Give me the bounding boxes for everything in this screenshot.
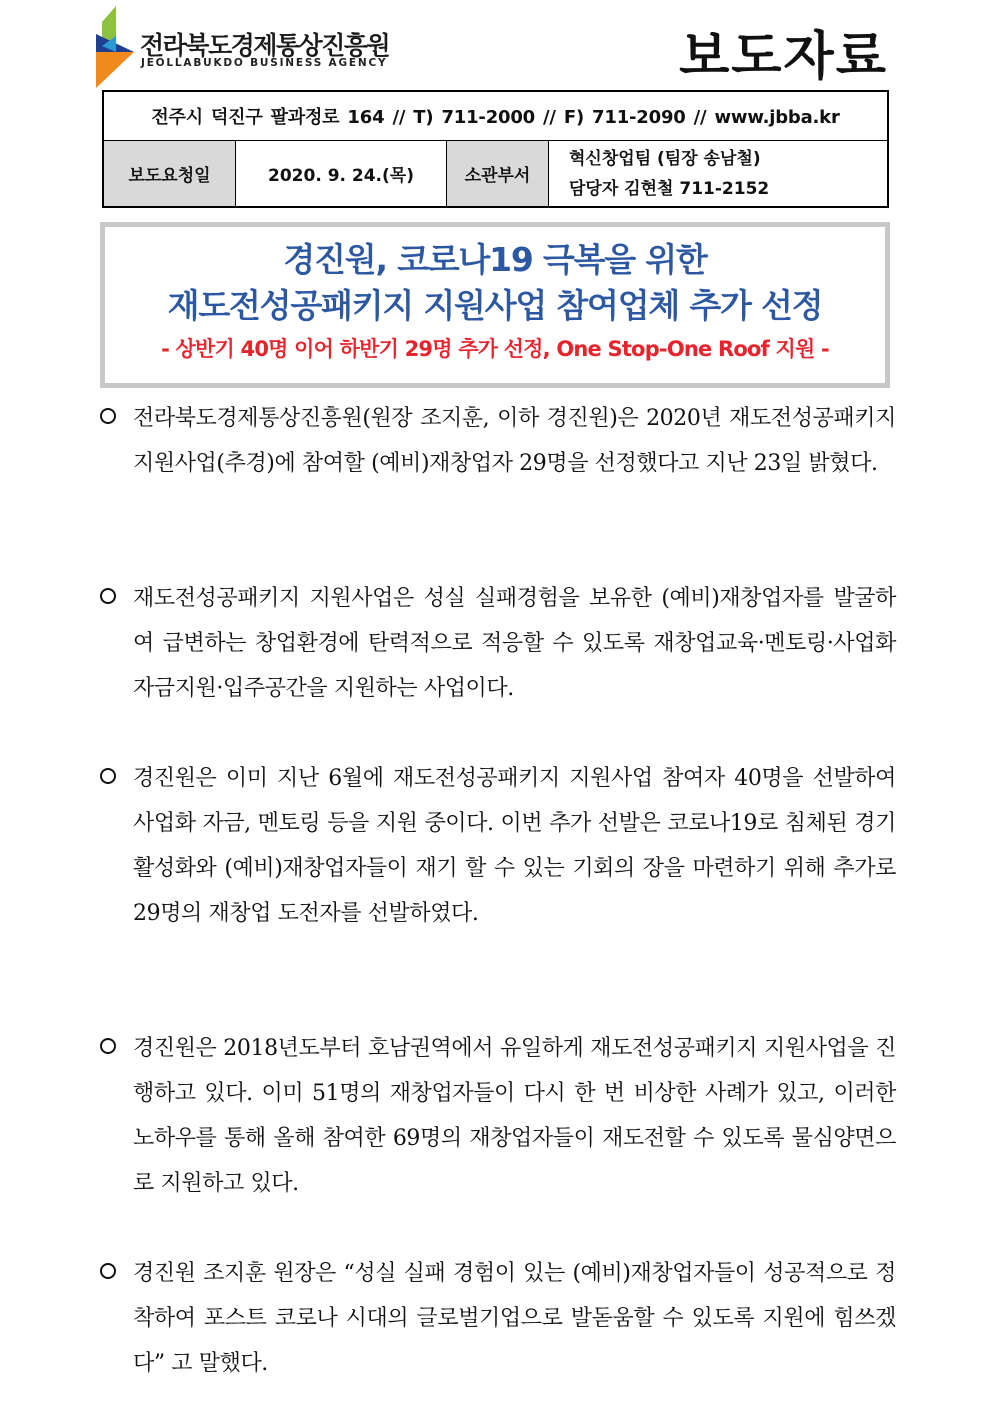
body-paragraph bbox=[100, 396, 896, 486]
body-paragraph bbox=[100, 1251, 896, 1386]
paragraph-text: 전라북도경제통상진흥원(원장 조지훈, 이하 경진원)은 2020년 재도전성공패키지 지원사업(추경)에 참여할 (예비)재창업자 29명을 선정했다고 지난 23일 밝혔다. bbox=[133, 406, 896, 476]
body-paragraph bbox=[100, 1026, 896, 1206]
department-value bbox=[549, 141, 887, 206]
body-paragraph bbox=[100, 576, 896, 711]
org-name-ko: 전라북도경제통상진흥원 bbox=[140, 31, 390, 60]
headline-subtitle: - 상반기 40명 이어 하반기 29명 추가 선정, One Stop-One Roof 지원 - bbox=[161, 337, 829, 361]
org-name-en: JEOLLABUKDO BUSINESS AGENCY bbox=[141, 57, 388, 69]
circle-bullet-icon bbox=[100, 408, 116, 424]
body-paragraph bbox=[100, 756, 896, 936]
request-date-label: 보도요청일 bbox=[104, 141, 236, 206]
circle-bullet-icon bbox=[100, 768, 116, 784]
headline-title-line-2: 재도전성공패키지 지원사업 참여업체 추가 선정 bbox=[167, 286, 823, 325]
circle-bullet-icon bbox=[100, 1038, 116, 1054]
press-info-table bbox=[102, 90, 889, 208]
agency-logo bbox=[94, 6, 394, 90]
circle-bullet-icon bbox=[100, 588, 116, 604]
document-type-heading: 보도자료 bbox=[679, 27, 888, 87]
request-date-value: 2020. 9. 24.(목) bbox=[236, 141, 447, 206]
agency-logo-mark bbox=[94, 6, 140, 90]
department-contact: 담당자 김현철 711-2152 bbox=[569, 178, 770, 199]
paragraph-text: 재도전성공패키지 지원사업은 성실 실패경험을 보유한 (예비)재창업자를 발굴하여 급변하는 창업환경에 탄력적으로 적응할 수 있도록 재창업교육·멘토링·사업화자금지원·입주공간을 지원하는 사업이다. bbox=[133, 586, 896, 701]
paragraph-text: 경진원 조지훈 원장은 “성실 실패 경험이 있는 (예비)재창업자들이 성공적으로 정착하여 포스트 코로나 시대의 글로벌기업으로 발돋움할 수 있도록 지원에 힘쓰겠다” 고 말했다. bbox=[133, 1261, 896, 1376]
circle-bullet-icon bbox=[100, 1263, 116, 1279]
department-team: 혁신창업팀 (팀장 송남철) bbox=[569, 148, 761, 169]
contact-line: 전주시 덕진구 팔과정로 164 // T) 711-2000 // F) 711-2090 // www.jbba.kr bbox=[104, 92, 887, 141]
headline-title-line-1: 경진원, 코로나19 극복을 위한 bbox=[283, 240, 707, 279]
paragraph-text: 경진원은 2018년도부터 호남권역에서 유일하게 재도전성공패키지 지원사업을 진행하고 있다. 이미 51명의 재창업자들이 다시 한 번 비상한 사례가 있고, 이러한 노하우를 통해 올해 참여한 69명의 재창업자들이 재도전할 수 있도록 물심양면으로 지원하고 있다. bbox=[133, 1036, 896, 1196]
department-label: 소관부서 bbox=[447, 141, 549, 206]
paragraph-text: 경진원은 이미 지난 6월에 재도전성공패키지 지원사업 참여자 40명을 선발하여 사업화 자금, 멘토링 등을 지원 중이다. 이번 추가 선발은 코로나19로 침체된 경기 활성화와 (예비)재창업자들이 재기 할 수 있는 기회의 장을 마련하기 위해 추가로 29명의 재창업 도전자를 선발하였다. bbox=[133, 766, 896, 926]
headline-box bbox=[100, 222, 890, 388]
